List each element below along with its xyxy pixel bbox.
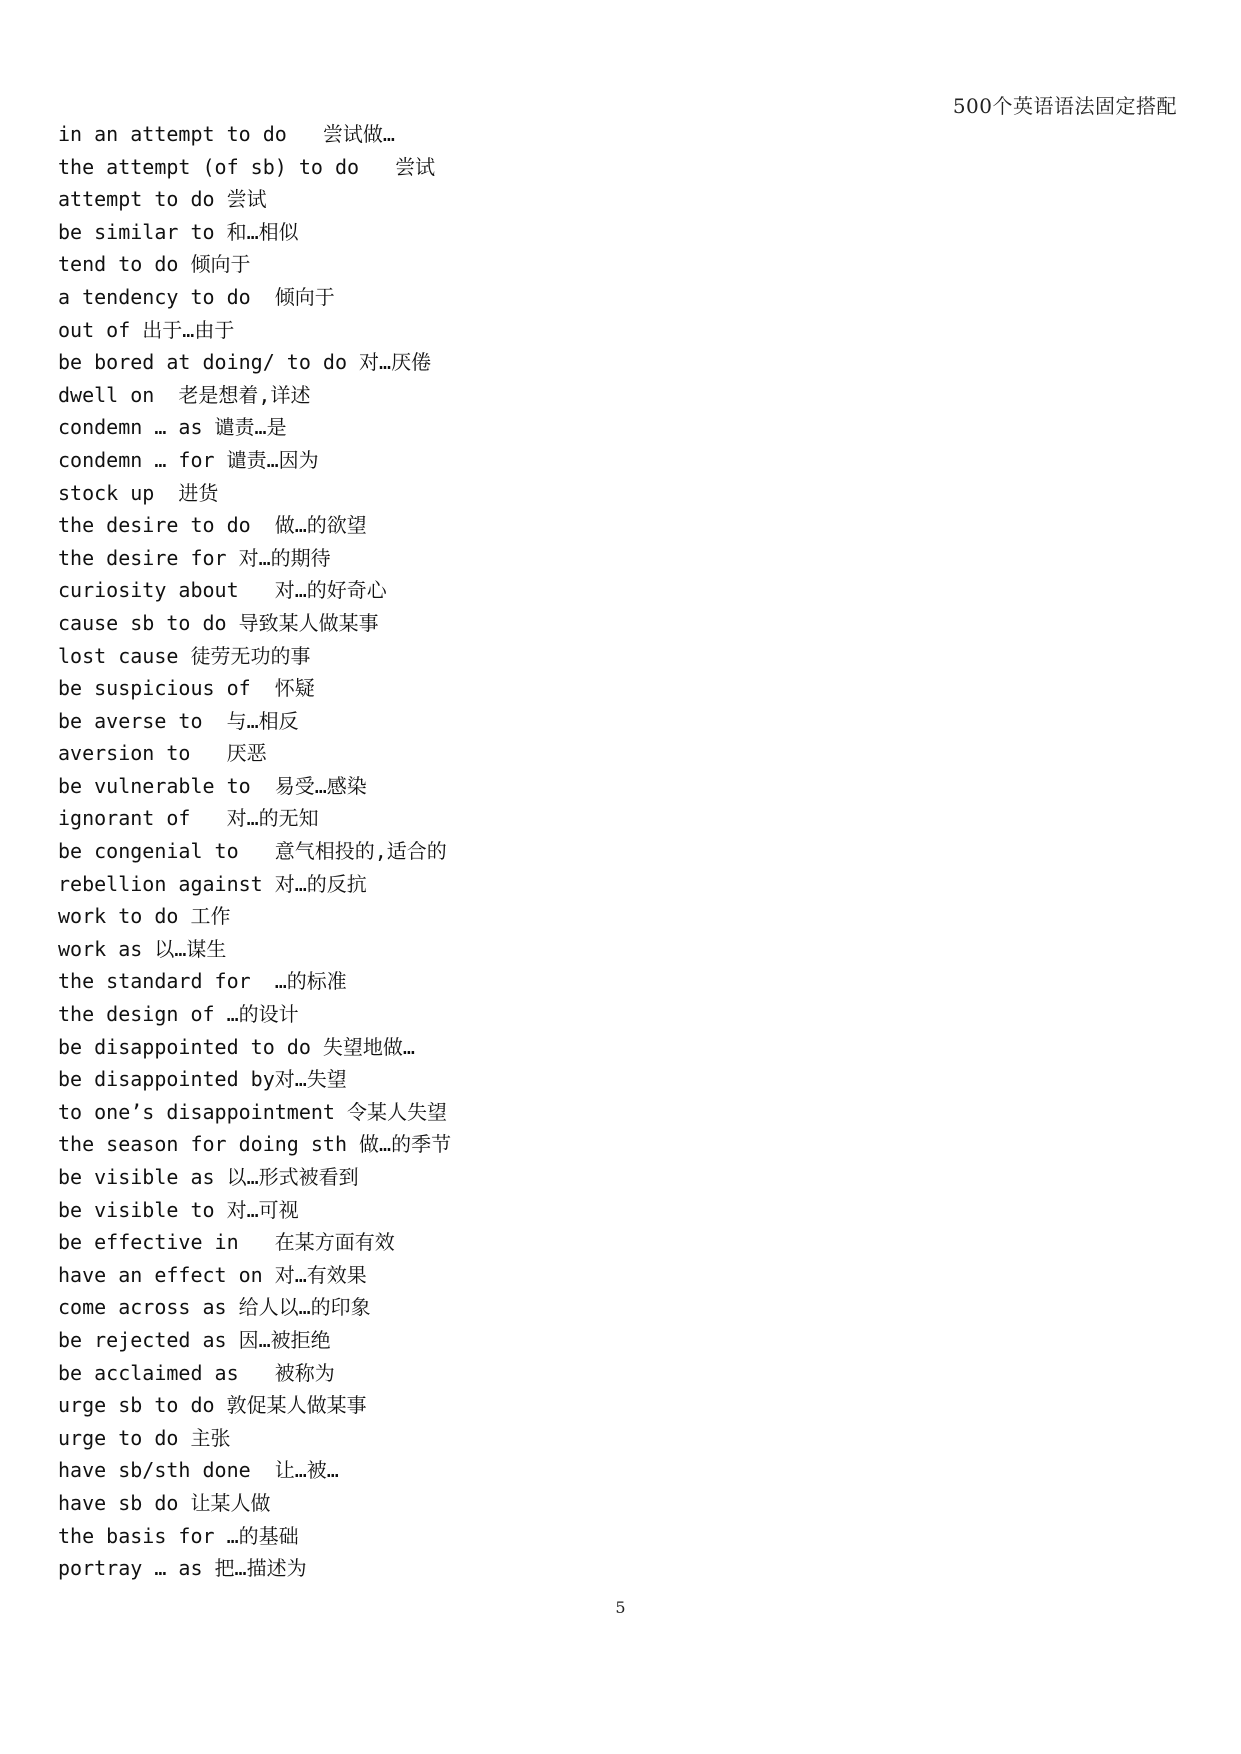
phrase-entry: be bored at doing/ to do 对…厌倦 (58, 350, 432, 375)
phrase-entry: be suspicious of 怀疑 (58, 676, 315, 701)
phrase-entry: have sb do 让某人做 (58, 1490, 271, 1515)
phrase-entry: condemn … for 谴责…因为 (58, 447, 319, 472)
phrase-entry: the basis for …的基础 (58, 1523, 299, 1548)
phrase-entry: have sb/sth done 让…被… (58, 1458, 339, 1483)
page-header-title: 500个英语语法固定搭配 (952, 94, 1177, 118)
phrase-entry: be averse to 与…相反 (58, 708, 299, 733)
phrase-entry: condemn … as 谴责…是 (58, 415, 287, 440)
phrase-entry: cause sb to do 导致某人做某事 (58, 610, 379, 635)
phrase-entry: curiosity about 对…的好奇心 (58, 578, 387, 603)
phrase-entry: rebellion against 对…的反抗 (58, 871, 367, 896)
phrase-entry: a tendency to do 倾向于 (58, 284, 335, 309)
phrase-entry: work to do 工作 (58, 904, 231, 929)
phrase-entry: work as 以…谋生 (58, 936, 227, 961)
phrase-entry: attempt to do 尝试 (58, 187, 267, 212)
phrase-entry: ignorant of 对…的无知 (58, 806, 319, 831)
phrase-entry: the season for doing sth 做…的季节 (58, 1132, 452, 1157)
phrase-entry: in an attempt to do 尝试做… (58, 122, 395, 146)
phrase-entry: be effective in 在某方面有效 (58, 1230, 395, 1255)
phrase-entry: be congenial to 意气相投的,适合的 (58, 839, 447, 864)
phrase-entry: be disappointed by对…失望 (58, 1067, 347, 1092)
phrase-entry: come across as 给人以…的印象 (58, 1295, 371, 1320)
phrase-entry: stock up 进货 (58, 480, 219, 505)
phrase-entry: urge to do 主张 (58, 1425, 231, 1450)
phrase-entry: be similar to 和…相似 (58, 219, 299, 244)
phrase-entry: to one’s disappointment 令某人失望 (58, 1099, 447, 1124)
phrase-entry: tend to do 倾向于 (58, 252, 251, 277)
phrase-entry: be visible as 以…形式被看到 (58, 1165, 359, 1189)
phrase-entry: the design of …的设计 (58, 1002, 299, 1027)
phrase-entry: lost cause 徒劳无功的事 (58, 643, 311, 668)
phrase-entry: the desire to do 做…的欲望 (58, 513, 367, 538)
phrase-entry: urge sb to do 敦促某人做某事 (58, 1393, 367, 1418)
phrase-entry: out of 出于…由于 (58, 317, 235, 342)
phrase-entry: portray … as 把…描述为 (58, 1556, 307, 1581)
phrase-entry: dwell on 老是想着,详述 (58, 382, 311, 407)
page-number: 5 (615, 1598, 626, 1617)
phrase-entry: be rejected as 因…被拒绝 (58, 1327, 331, 1352)
phrase-entry: have an effect on 对…有效果 (58, 1262, 367, 1287)
phrase-entry: the desire for 对…的期待 (58, 545, 331, 570)
phrase-entry: be disappointed to do 失望地做… (58, 1034, 415, 1059)
phrase-entry: be visible to 对…可视 (58, 1197, 299, 1222)
phrase-entry: aversion to 厌恶 (58, 741, 267, 766)
phrase-entry: be acclaimed as 被称为 (58, 1360, 335, 1385)
phrase-entry: the attempt (of sb) to do 尝试 (58, 154, 436, 179)
phrase-entry: the standard for …的标准 (58, 969, 347, 994)
phrase-list (58, 118, 818, 1585)
phrase-entry: be vulnerable to 易受…感染 (58, 773, 367, 798)
